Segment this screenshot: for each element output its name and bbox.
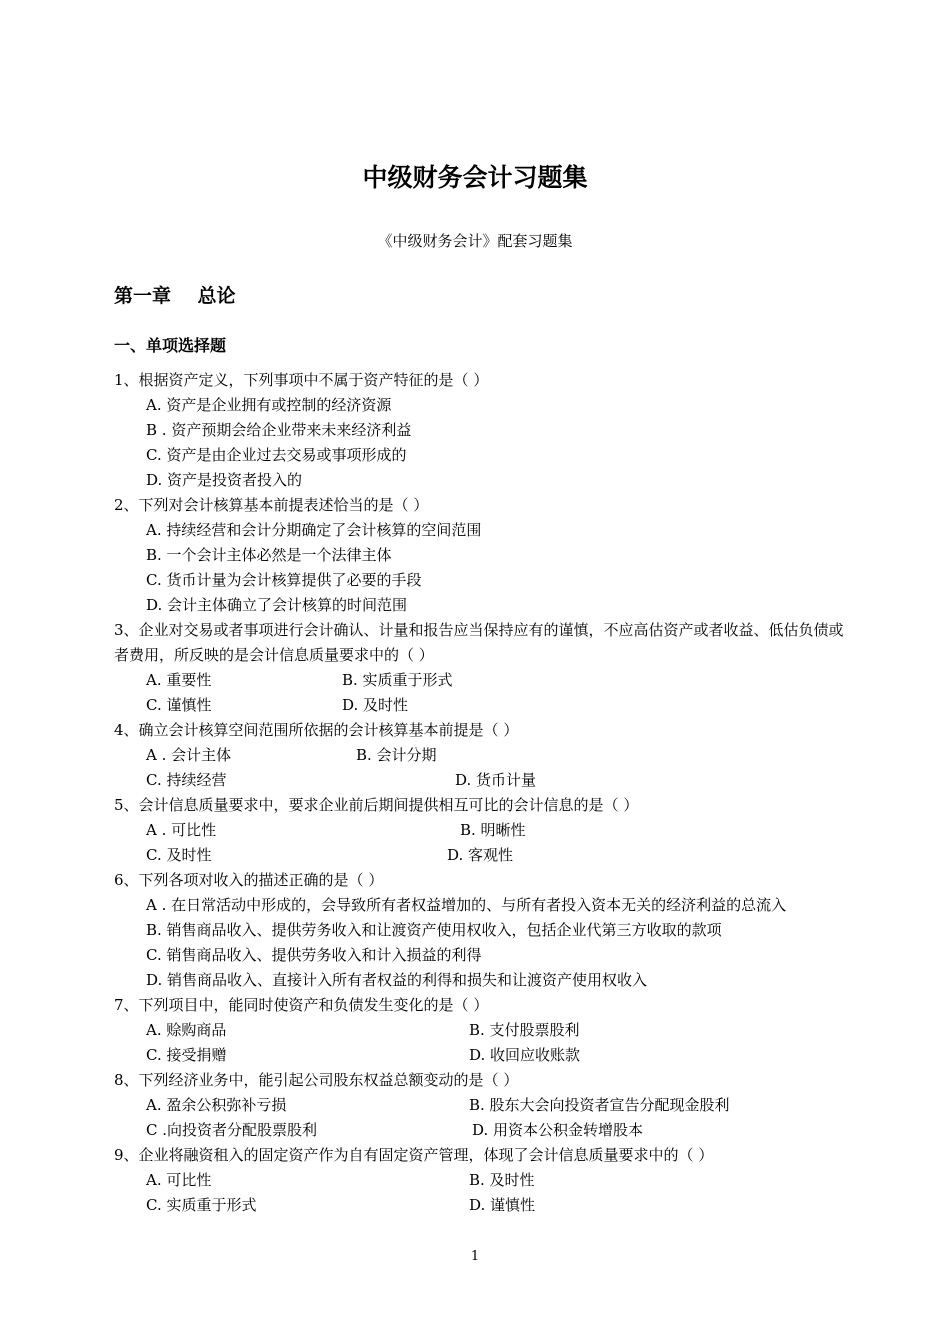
- option-b: B. 一个会计主体必然是一个法律主体: [146, 546, 392, 564]
- option-d: D. 资产是投资者投入的: [146, 471, 303, 489]
- section-heading: 一、单项选择题: [114, 336, 227, 355]
- option-b: B. 支付股票股利: [469, 1021, 580, 1039]
- option-c: C. 实质重于形式: [146, 1196, 257, 1214]
- question-item: [114, 368, 844, 493]
- option-b: B. 明晰性: [460, 821, 526, 839]
- chapter-heading: 第一章 总论: [114, 285, 236, 307]
- document-subtitle: 《中级财务会计》配套习题集: [377, 232, 573, 250]
- option-a: A. 盈余公积弥补亏损: [146, 1096, 287, 1114]
- option-d: D. 谨慎性: [469, 1196, 536, 1214]
- question-item: [114, 868, 844, 993]
- option-b: B. 实质重于形式: [342, 671, 453, 689]
- option-c: C. 持续经营: [146, 771, 227, 789]
- option-d: D. 货币计量: [455, 771, 537, 789]
- option-a: A. 资产是企业拥有或控制的经济资源: [146, 396, 392, 414]
- option-d: D. 及时性: [342, 696, 409, 714]
- option-c: C. 及时性: [146, 846, 212, 864]
- question-stem: 7、下列项目中，能同时使资产和负债发生变化的是（ ）: [114, 996, 489, 1014]
- question-stem: 9、企业将融资租入的固定资产作为自有固定资产管理，体现了会计信息质量要求中的（ ）: [114, 1146, 714, 1164]
- option-a: A . 会计主体: [146, 746, 232, 764]
- option-c: C. 接受捐赠: [146, 1046, 227, 1064]
- option-c: C .向投资者分配股票股利: [146, 1121, 318, 1139]
- question-item: [114, 1068, 844, 1143]
- option-a: A . 在日常活动中形成的，会导致所有者权益增加的、与所有者投入资本无关的经济利益的总流入: [146, 896, 787, 914]
- option-d: D. 销售商品收入、直接计入所有者权益的利得和损失和让渡资产使用权收入: [146, 971, 648, 989]
- question-stem: 4、确立会计核算空间范围所依据的会计核算基本前提是（ ）: [114, 721, 519, 739]
- question-item: [114, 493, 844, 618]
- question-stem: 3、企业对交易或者事项进行会计确认、计量和报告应当保持应有的谨慎，不应高估资产或者收益、低估负债或者费用，所反映的是会计信息质量要求中的（ ）: [114, 621, 844, 664]
- option-c: C. 资产是由企业过去交易或事项形成的: [146, 446, 407, 464]
- option-b: B . 资产预期会给企业带来未来经济利益: [146, 421, 412, 439]
- question-item: [114, 1143, 844, 1218]
- option-d: D. 用资本公积金转增股本: [472, 1121, 644, 1139]
- option-d: D. 客观性: [447, 846, 514, 864]
- page-number: 1: [470, 1249, 480, 1264]
- option-d: D. 收回应收账款: [469, 1046, 581, 1064]
- option-c: C. 货币计量为会计核算提供了必要的手段: [146, 571, 422, 589]
- option-b: B. 及时性: [469, 1171, 535, 1189]
- question-stem: 1、根据资产定义，下列事项中不属于资产特征的是（ ）: [114, 371, 489, 389]
- question-item: [114, 718, 844, 793]
- question-item: [114, 993, 844, 1068]
- option-c: C. 销售商品收入、提供劳务收入和计入损益的利得: [146, 946, 482, 964]
- question-stem: 8、下列经济业务中，能引起公司股东权益总额变动的是（ ）: [114, 1071, 519, 1089]
- question-stem: 6、下列各项对收入的描述正确的是（ ）: [114, 871, 384, 889]
- option-a: A. 重要性: [146, 671, 212, 689]
- option-a: A. 赊购商品: [146, 1021, 227, 1039]
- option-b: B. 销售商品收入、提供劳务收入和让渡资产使用权收入，包括企业代第三方收取的款项: [146, 921, 722, 939]
- option-a: A. 可比性: [146, 1171, 212, 1189]
- option-c: C. 谨慎性: [146, 696, 212, 714]
- option-a: A. 持续经营和会计分期确定了会计核算的空间范围: [146, 521, 482, 539]
- option-d: D. 会计主体确立了会计核算的时间范围: [146, 596, 408, 614]
- question-stem: 2、下列对会计核算基本前提表述恰当的是（ ）: [114, 496, 429, 514]
- question-item: [114, 793, 844, 868]
- question-stem: 5、会计信息质量要求中，要求企业前后期间提供相互可比的会计信息的是（ ）: [114, 796, 639, 814]
- document-title: 中级财务会计习题集: [362, 163, 588, 192]
- question-item: [114, 618, 844, 718]
- option-b: B. 股东大会向投资者宣告分配现金股利: [469, 1096, 730, 1114]
- question-list: [114, 368, 844, 1218]
- option-a: A . 可比性: [146, 821, 217, 839]
- option-b: B. 会计分期: [356, 746, 437, 764]
